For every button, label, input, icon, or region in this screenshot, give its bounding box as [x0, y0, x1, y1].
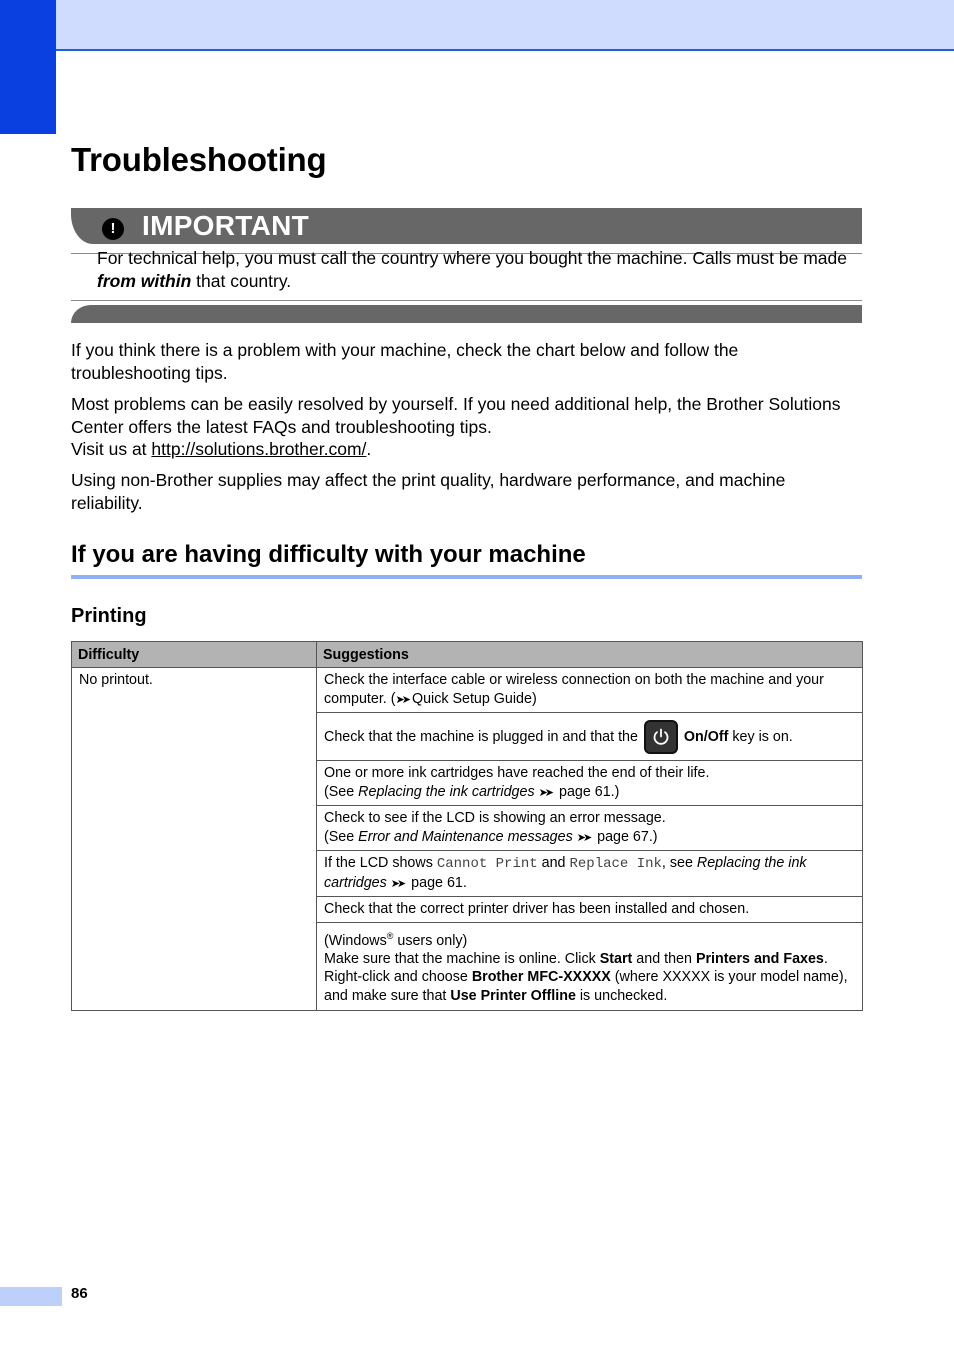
difficulty-header: Difficulty — [72, 642, 317, 668]
double-arrow-icon: ➤➤ — [576, 831, 590, 844]
page-number-band — [0, 1287, 62, 1306]
double-arrow-icon: ➤➤ — [538, 786, 552, 799]
troubleshooting-table — [71, 641, 863, 1011]
section-rule — [71, 575, 862, 579]
double-arrow-icon: ➤➤ — [390, 877, 404, 890]
important-divider-bottom — [71, 300, 862, 301]
power-key-icon — [644, 720, 678, 754]
suggestion-cell: Check that the machine is plugged in and that the On/Off key is on. — [317, 713, 863, 761]
important-box-footer — [71, 305, 862, 323]
top-header-band — [0, 0, 954, 51]
intro-paragraph-2: Most problems can be easily resolved by yourself. If you need additional help, the Brother Solutions Center offers the latest FAQs and troubleshooting tips. Visit us at http://solutions.brother.com/. — [71, 394, 841, 459]
solutions-center-link[interactable]: http://solutions.brother.com/ — [151, 439, 367, 459]
chapter-tab — [0, 0, 56, 134]
intro-paragraph-3: Using non-Brother supplies may affect the print quality, hardware performance, and machine reliability. — [71, 470, 786, 513]
important-text: For technical help, you must call the country where you bought the machine. Calls must be made from within that country. — [97, 248, 847, 291]
page-number: 86 — [71, 1285, 88, 1302]
subsection-heading: Printing — [71, 605, 147, 627]
suggestion-cell: One or more ink cartridges have reached the end of their life. (See Replacing the ink cartridges ➤➤ page 61.) — [317, 761, 863, 806]
table-header-row — [72, 642, 863, 668]
suggestions-header: Suggestions — [317, 642, 863, 668]
important-heading: IMPORTANT — [142, 210, 310, 241]
section-heading: If you are having difficulty with your machine — [71, 541, 586, 568]
important-box-header — [71, 208, 862, 244]
suggestion-cell: (Windows® users only) Make sure that the machine is online. Click Start and then Printers and Faxes. Right-click and choose Brother MFC-XXXXX (where XXXXX is your model name), and make sure that Use Printer Offline is unchecked. — [317, 922, 863, 1011]
suggestion-cell: Check that the correct printer driver has been installed and chosen. — [317, 897, 863, 923]
table-row — [72, 668, 863, 713]
suggestion-cell: Check the interface cable or wireless connection on both the machine and your computer. (➤➤ Quick Setup Guide) — [317, 668, 863, 713]
intro-paragraph-1: If you think there is a problem with your machine, check the chart below and follow the troubleshooting tips. — [71, 340, 739, 383]
double-arrow-icon: ➤➤ — [395, 693, 408, 706]
page-title: Troubleshooting — [71, 141, 327, 178]
exclamation-icon: ! — [102, 218, 124, 240]
difficulty-cell: No printout. — [72, 668, 317, 1011]
suggestion-cell: If the LCD shows Cannot Print and Replace Ink, see Replacing the ink cartridges ➤➤ page 61. — [317, 851, 863, 897]
suggestion-cell: Check to see if the LCD is showing an error message. (See Error and Maintenance messages ➤➤ page 67.) — [317, 806, 863, 851]
